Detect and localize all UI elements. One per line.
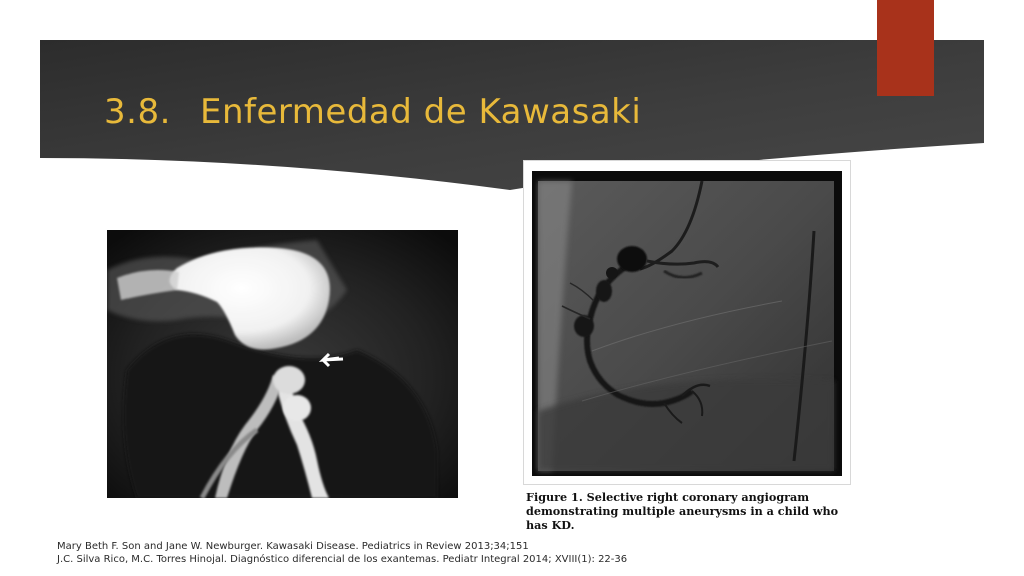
angiogram-image-left xyxy=(107,230,458,498)
reference-line: Mary Beth F. Son and Jane W. Newburger. Kawasaki Disease. Pediatrics in Review 2013;34;151 xyxy=(57,541,529,552)
reference-line: J.C. Silva Rico, M.C. Torres Hinojal. Diagnóstico diferencial de los exantemas. Pediatr Integral 2014; XVIII(1): 22-36 xyxy=(57,554,628,565)
angiogram-image-right xyxy=(532,171,842,476)
angiogram-right-graphic xyxy=(532,171,842,476)
accent-tab xyxy=(877,0,934,96)
slide-title xyxy=(104,92,641,132)
figure-caption xyxy=(526,490,856,532)
angiogram-left-graphic xyxy=(107,230,458,498)
slide-title-text: Enfermedad de Kawasaki xyxy=(200,92,642,132)
figure-caption-text: Selective right coronary angiogram demonstrating multiple aneurysms in a child who has KD. xyxy=(526,490,839,532)
figure-caption-label: Figure 1. xyxy=(526,490,583,504)
references xyxy=(57,540,817,566)
slide-number: 3.8. xyxy=(104,92,171,132)
